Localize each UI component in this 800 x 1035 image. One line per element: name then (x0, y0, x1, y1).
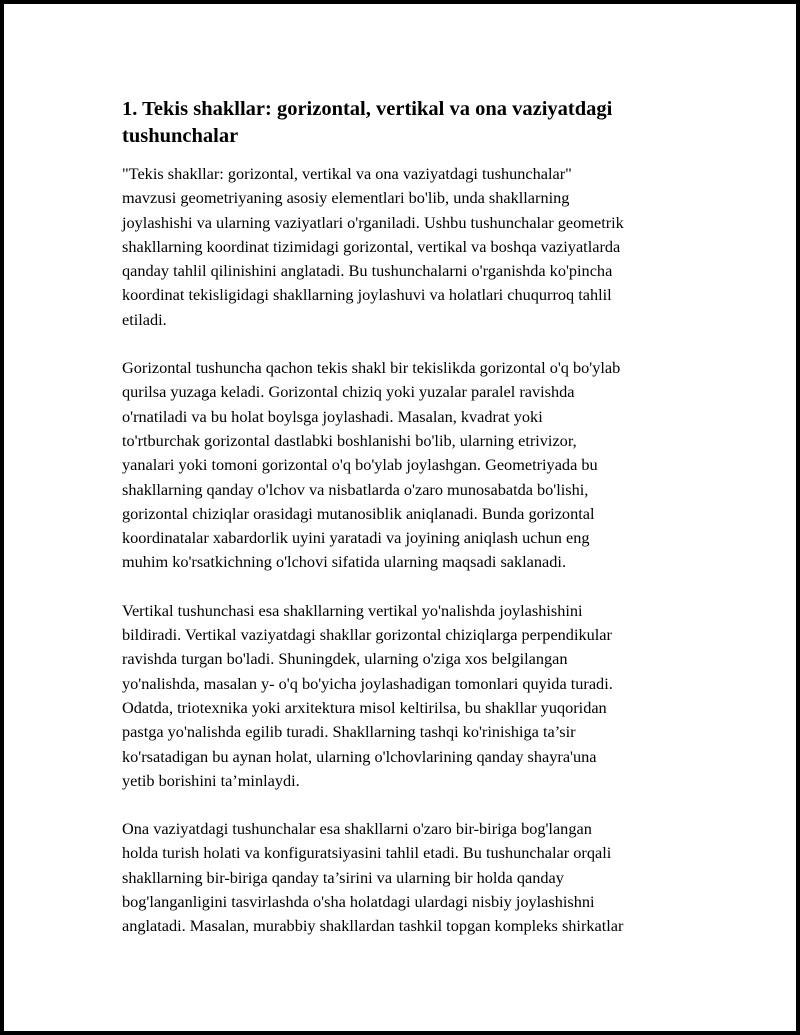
text-line: pastga yo'nalishda egilib turadi. Shakllarning tashqi ko'rinishiga ta’sir (122, 722, 576, 742)
text-line: bildiradi. Vertikal vaziyatdagi shakllar gorizontal chiziqlarga perpendikular (122, 625, 612, 645)
paragraph-intro (122, 162, 692, 332)
text-line: koordinat tekisligidagi shakllarning joylashuvi va holatlari chuqurroq tahlil (122, 285, 612, 305)
text-line: bog'langanligini tasvirlashda o'sha holatdagi ulardagi nisbiy joylashishni (122, 892, 595, 912)
heading-line: tushunchalar (122, 125, 239, 147)
text-line: etiladi. (122, 309, 167, 329)
text-line: Ona vaziyatdagi tushunchalar esa shakllarni o'zaro bir-biriga bog'langan (122, 819, 592, 839)
paragraph-horizontal (122, 356, 692, 575)
text-line: holda turish holati va konfiguratsiyasini tahlil etadi. Bu tushunchalar orqali (122, 843, 612, 863)
text-line: anglatadi. Masalan, murabbiy shakllardan tashkil topgan kompleks shirkatlar (122, 916, 624, 936)
text-line: yanalari yoki tomoni gorizontal o'q bo'ylab joylashgan. Geometriyada bu (122, 455, 598, 475)
text-line: qurilsa yuzaga keladi. Gorizontal chiziq yoki yuzalar paralel ravishda (122, 382, 575, 402)
text-line: Gorizontal tushuncha qachon tekis shakl bir tekislikda gorizontal o'q bo'ylab (122, 358, 621, 378)
text-line: Vertikal tushunchasi esa shakllarning vertikal yo'nalishda joylashishini (122, 600, 583, 620)
paragraph-vertical (122, 599, 692, 793)
document-body (122, 96, 692, 963)
text-line: koordinatalar xabardorlik uyini yaratadi va joyining aniqlash uchun eng (122, 528, 590, 548)
text-line: gorizontal chiziqlar orasidagi mutanosiblik aniqlanadi. Bunda gorizontal (122, 503, 595, 523)
text-line: joylashishi va ularning vaziyatlari o'rganiladi. Ushbu tushunchalar geometrik (122, 212, 624, 232)
text-line: yetib borishini ta’minlaydi. (122, 770, 300, 790)
text-line: Odatda, triotexnika yoki arxitektura misol keltirilsa, bu shakllar yuqoridan (122, 697, 607, 717)
text-line: qanday tahlil qilinishini anglatadi. Bu tushunchalarni o'rganishda ko'pincha (122, 261, 613, 281)
text-line: "Tekis shakllar: gorizontal, vertikal va ona vaziyatdagi tushunchalar" (122, 164, 572, 183)
text-line: to'rtburchak gorizontal dastlabki boshlanishi bo'lib, ularning etrivizor, (122, 430, 577, 450)
text-line: muhim ko'rsatkichning o'lchovi sifatida ularning maqsadi saklanadi. (122, 552, 567, 572)
text-line: ravishda turgan bo'ladi. Shuningdek, ularning o'ziga xos belgilangan (122, 649, 568, 669)
paragraph-mother-position (122, 817, 692, 938)
section-heading (122, 96, 692, 150)
text-line: ko'rsatadigan bu aynan holat, ularning o'lchovlarining qanday shayra'una (122, 746, 597, 766)
text-line: yo'nalishda, masalan y- o'q bo'yicha joylashadigan tomonlari quyida turadi. (122, 673, 613, 693)
text-line: shakllarning bir-biriga qanday ta’sirini va ularning bir holda qanday (122, 867, 564, 887)
text-line: shakllarning qanday o'lchov va nisbatlarda o'zaro munosabatda bo'lishi, (122, 479, 589, 499)
text-line: o'rnatiladi va bu holat boylsga joylashadi. Masalan, kvadrat yoki (122, 406, 543, 426)
heading-line: 1. Tekis shakllar: gorizontal, vertikal va ona vaziyatdagi (122, 98, 613, 120)
text-line: mavzusi geometriyaning asosiy elementlari bo'lib, unda shakllarning (122, 188, 570, 208)
text-line: shakllarning koordinat tizimidagi gorizontal, vertikal va boshqa vaziyatlarda (122, 236, 621, 256)
